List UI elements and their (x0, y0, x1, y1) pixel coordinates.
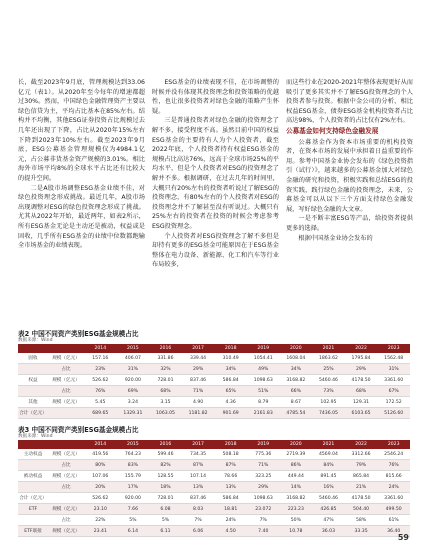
value-cell: 24% (377, 482, 410, 493)
group-cell (18, 364, 48, 375)
value-cell: 689.65 (84, 408, 117, 419)
value-cell: 33.35 (345, 526, 378, 537)
metric-cell: 占比 (48, 460, 84, 471)
table2-title: 表2 中国不同资产类别ESG基金规模占比 (18, 330, 139, 338)
value-cell: 69% (117, 386, 150, 397)
metric-cell: 规模（亿元） (48, 526, 84, 537)
group-cell: 被动权益 (18, 471, 48, 482)
value-cell: 449.44 (280, 471, 313, 482)
paragraph: 公募基金作为资本市场重要的机构投资者，在资本市场的发展中承担着日益重要的作用。参考中国基金业协会发布的《绿色投资指引（试行）》，越来越多的公募基金加大对绿色金融的研究和投资，积极实践和总结ESG的投资实践，践行绿色金融的投资理念，未来，公募基金可以从以下三个方面支持绿色金融发展，写好绿色金融的大文章。 (286, 138, 413, 213)
value-cell: 18.81 (214, 504, 247, 515)
value-cell: 3.24 (117, 397, 150, 408)
value-cell: 323.25 (247, 471, 280, 482)
value-cell: 31% (377, 364, 410, 375)
table-row (18, 375, 410, 386)
value-cell: 837.46 (182, 493, 215, 504)
value-cell: 3168.82 (280, 375, 313, 386)
table3-source: 数据来源：Wind (18, 434, 53, 439)
value-cell: 2161.83 (247, 408, 280, 419)
value-cell: 3312.66 (345, 449, 378, 460)
metric-cell (48, 493, 84, 504)
value-cell: 23% (84, 364, 117, 375)
value-cell: 87% (182, 460, 215, 471)
year-header: 2016 (149, 440, 182, 449)
year-header: 2020 (280, 344, 313, 353)
value-cell: 1329.31 (117, 408, 150, 419)
value-cell: 499.50 (377, 504, 410, 515)
table-row (18, 449, 410, 460)
value-cell: 6.14 (117, 526, 150, 537)
value-cell: 18% (149, 482, 182, 493)
header-cell (18, 440, 48, 449)
value-cell: 3361.60 (377, 375, 410, 386)
table-row (18, 471, 410, 482)
group-cell (18, 460, 48, 471)
value-cell: 49% (247, 364, 280, 375)
value-cell: 83% (117, 460, 150, 471)
value-cell: 58% (345, 515, 378, 526)
value-cell: 728.01 (149, 375, 182, 386)
value-cell: 1562.48 (377, 353, 410, 364)
value-cell: 73% (312, 386, 345, 397)
value-cell: 6.06 (182, 526, 215, 537)
year-header: 2015 (117, 344, 150, 353)
table-row (18, 408, 410, 419)
group-cell: ETF (18, 504, 48, 515)
table-row (18, 386, 410, 397)
group-cell: 合计（亿元） (18, 408, 48, 419)
metric-cell: 规模（亿元） (48, 504, 84, 515)
value-cell: 36.40 (377, 526, 410, 537)
value-cell: 7% (247, 515, 280, 526)
value-cell: 51% (247, 386, 280, 397)
value-cell: 23.41 (84, 526, 117, 537)
value-cell: 504.40 (345, 504, 378, 515)
group-cell (18, 515, 48, 526)
value-cell: 586.84 (214, 493, 247, 504)
value-cell: 172.52 (377, 397, 410, 408)
value-cell: 5% (117, 515, 150, 526)
value-cell: 4.50 (214, 526, 247, 537)
paragraph: 三是普通投资者对绿色金融的投资理念了解不多，接受程度不高。虽然目前中国的权益ESG基金的主要持有人为个人投资者，截至2022年底，个人投资者持有权益ESG基金的规模占比高达76%，远高于全球市场25%的平均水平，但是个人投资者对ESG的投资理念了解并不多。根据调研，在过去几年的时间里，大概只有20%左右的投资者听说过了解ESG的投资理念，有80%左右的个人投资者对ESG的投资理念并不了解甚至没有听说过。大概只有25%左右的投资者在投资的时候会考虑参考ESG投资理念。 (152, 117, 279, 230)
text-column-2 (152, 78, 279, 270)
text-column-1 (18, 78, 145, 251)
value-cell: 7% (182, 515, 215, 526)
table-header-row (18, 440, 410, 449)
value-cell: 24% (214, 515, 247, 526)
year-header: 2021 (312, 440, 345, 449)
metric-cell: 占比 (48, 482, 84, 493)
value-cell: 331.86 (149, 353, 182, 364)
value-cell: 526.62 (84, 375, 117, 386)
table2 (18, 344, 410, 419)
value-cell: 61% (377, 515, 410, 526)
value-cell: 84% (312, 460, 345, 471)
value-cell: 34% (214, 364, 247, 375)
value-cell: 67% (377, 386, 410, 397)
value-cell: 128.55 (149, 471, 182, 482)
value-cell: 734.35 (182, 449, 215, 460)
table-row (18, 515, 410, 526)
value-cell: 865.84 (345, 471, 378, 482)
value-cell: 20% (84, 482, 117, 493)
value-cell: 310.49 (214, 353, 247, 364)
page-number: 59 (397, 533, 409, 542)
value-cell: 107.14 (182, 471, 215, 482)
metric-cell: 规模（亿元） (48, 375, 84, 386)
value-cell: 47% (312, 515, 345, 526)
table3 (18, 440, 410, 537)
group-cell: 主动权益 (18, 449, 48, 460)
value-cell: 6103.65 (345, 408, 378, 419)
group-cell: 合计（亿元） (18, 493, 48, 504)
year-header: 2023 (377, 440, 410, 449)
value-cell: 4178.50 (345, 375, 378, 386)
value-cell: 1608.04 (280, 353, 313, 364)
value-cell: 34% (280, 364, 313, 375)
metric-cell: 占比 (48, 515, 84, 526)
value-cell: 29% (182, 364, 215, 375)
paragraph: 而这些行业在2020-2021年整体表现更好从而吸引了更多其实并不了解ESG投资理念的个人投资者参与投资。根据中金公司的分析，相比权益ESG基金，债券ESG基金机构投资者占比高达98%，个人投资者的占比仅有2%左右。 (286, 79, 413, 125)
group-cell: ETF联接 (18, 526, 48, 537)
value-cell: 3.15 (149, 397, 182, 408)
table-row (18, 397, 410, 408)
value-cell: 76% (377, 460, 410, 471)
value-cell: 764.23 (117, 449, 150, 460)
value-cell: 21% (345, 482, 378, 493)
year-header: 2015 (117, 440, 150, 449)
table-row (18, 364, 410, 375)
value-cell: 775.36 (247, 449, 280, 460)
value-cell: 1054.41 (247, 353, 280, 364)
value-cell: 5% (149, 515, 182, 526)
header-cell (48, 440, 84, 449)
value-cell: 6.11 (149, 526, 182, 537)
value-cell: 79% (345, 460, 378, 471)
value-cell: 65% (214, 386, 247, 397)
paragraph: 长，截至2023年9月底，管理规模达到33.06亿元（表1）。从2020年至今每年的增速都超过30%。然而，中国绿色金融管理资产主要以绿色信贷为主，平均占比基本在85%左右。结构并不均衡，其他ESG证券投资占比规模过去几年还出现了下降，占比从2020年15%左右下降到2023年10%左右。截至2023年9月底，ESG公募基金管理规模仅为4984.1亿元，占公募非货基金资产规模的3.01%。相比海外市场平均8%的全球水平占比还有比较大的提升空间。 (18, 79, 145, 182)
metric-cell (48, 408, 84, 419)
header-cell (18, 344, 48, 353)
value-cell: 8.79 (247, 397, 280, 408)
group-cell: 其他 (18, 397, 48, 408)
paragraph: 二是A股市场调整ESG基金业绩不佳，对绿色投资理念形成挑战。最近几年，A股市场出现调整对ESG的绿色投资理念形成了挑战。尤其从2022年开始，最近两年，如表2所示，所有ESG基金无论是主动还是被动，权益或是固收，几乎所有ESG基金的业绩中位数都跑输全市场基金的业绩表现。 (18, 184, 145, 250)
value-cell: 508.18 (214, 449, 247, 460)
value-cell: 4.36 (214, 397, 247, 408)
year-header: 2022 (345, 440, 378, 449)
value-cell: 157.16 (84, 353, 117, 364)
value-cell: 1863.62 (312, 353, 345, 364)
table-row (18, 493, 410, 504)
header-cell (48, 344, 84, 353)
value-cell: 1063.05 (149, 408, 182, 419)
metric-cell: 占比 (48, 386, 84, 397)
value-cell: 23.072 (247, 504, 280, 515)
table3-title: 表3 中国不同资产类别ESG基金规模占比 (18, 426, 139, 434)
value-cell: 13% (214, 482, 247, 493)
value-cell: 76% (84, 386, 117, 397)
value-cell: 80% (84, 460, 117, 471)
value-cell: 3361.60 (377, 493, 410, 504)
table-row (18, 482, 410, 493)
value-cell: 68% (345, 386, 378, 397)
year-header: 2019 (247, 344, 280, 353)
value-cell: 1098.63 (247, 375, 280, 386)
table-row (18, 353, 410, 364)
year-header: 2021 (312, 344, 345, 353)
metric-cell: 规模（亿元） (48, 397, 84, 408)
value-cell: 339.44 (182, 353, 215, 364)
paragraph: ESG基金的业绩表现不佳，在市场调整的时候并没有体现其投资理念和投资策略的优越性，也让很多投资者对绿色金融的策略产生怀疑。 (152, 79, 279, 115)
value-cell: 8.67 (280, 397, 313, 408)
value-cell: 36.03 (312, 526, 345, 537)
value-cell: 16% (312, 482, 345, 493)
value-cell: 29% (345, 364, 378, 375)
value-cell: 5.45 (84, 397, 117, 408)
value-cell: 129.31 (345, 397, 378, 408)
year-header: 2023 (377, 344, 410, 353)
value-cell: 86% (280, 460, 313, 471)
metric-cell: 规模（亿元） (48, 449, 84, 460)
value-cell: 71% (247, 460, 280, 471)
value-cell: 102.95 (312, 397, 345, 408)
value-cell: 107.06 (84, 471, 117, 482)
year-header: 2018 (214, 344, 247, 353)
value-cell: 82% (149, 460, 182, 471)
value-cell: 5460.46 (312, 493, 345, 504)
value-cell: 1098.63 (247, 493, 280, 504)
paragraph: 一是不断丰富ESG等产品，给投资者提供更多的选择。 (286, 215, 413, 232)
value-cell: 68% (149, 386, 182, 397)
value-cell: 526.62 (84, 493, 117, 504)
year-header: 2020 (280, 440, 313, 449)
value-cell: 920.00 (117, 493, 150, 504)
paragraph: 个人投资者对ESG投资理念了解不多但是却持有更多的ESG基金可能原因在于ESG基金整体在电力设备、新能源、化工和汽车等行业布局较多， (152, 232, 279, 269)
value-cell: 22% (84, 515, 117, 526)
value-cell: 5460.46 (312, 375, 345, 386)
year-header: 2014 (84, 440, 117, 449)
value-cell: 13% (182, 482, 215, 493)
year-header: 2014 (84, 344, 117, 353)
value-cell: 1795.84 (345, 353, 378, 364)
section-heading: 公募基金如何支持绿色金融发展 (286, 126, 379, 135)
value-cell: 4178.50 (345, 493, 378, 504)
value-cell: 728.01 (149, 493, 182, 504)
group-cell: 权益 (18, 375, 48, 386)
value-cell: 2546.24 (377, 449, 410, 460)
year-header: 2022 (345, 344, 378, 353)
value-cell: 10.78 (280, 526, 313, 537)
value-cell: 25% (312, 364, 345, 375)
table2-source: 数据来源：Wind (18, 338, 53, 343)
value-cell: 50% (280, 515, 313, 526)
value-cell: 78.66 (214, 471, 247, 482)
table-row (18, 460, 410, 471)
value-cell: 14% (280, 482, 313, 493)
value-cell: 7436.05 (312, 408, 345, 419)
group-cell: 固收 (18, 353, 48, 364)
value-cell: 7.66 (117, 504, 150, 515)
value-cell: 419.56 (84, 449, 117, 460)
year-header: 2019 (247, 440, 280, 449)
group-cell (18, 386, 48, 397)
table-row (18, 526, 410, 537)
value-cell: 8.03 (182, 504, 215, 515)
group-cell (18, 482, 48, 493)
year-header: 2016 (149, 344, 182, 353)
value-cell: 406.07 (117, 353, 150, 364)
value-cell: 6.08 (149, 504, 182, 515)
value-cell: 1181.82 (182, 408, 215, 419)
value-cell: 4785.54 (280, 408, 313, 419)
value-cell: 7.40 (247, 526, 280, 537)
year-header: 2018 (214, 440, 247, 449)
metric-cell: 规模（亿元） (48, 353, 84, 364)
value-cell: 31% (117, 364, 150, 375)
text-column-3 (286, 78, 413, 243)
value-cell: 5126.60 (377, 408, 410, 419)
value-cell: 71% (182, 386, 215, 397)
value-cell: 66% (280, 386, 313, 397)
metric-cell: 占比 (48, 364, 84, 375)
table-row (18, 504, 410, 515)
value-cell: 426.85 (312, 504, 345, 515)
value-cell: 815.66 (377, 471, 410, 482)
year-header: 2017 (182, 440, 215, 449)
value-cell: 586.84 (214, 375, 247, 386)
value-cell: 837.46 (182, 375, 215, 386)
value-cell: 155.79 (117, 471, 150, 482)
value-cell: 920.00 (117, 375, 150, 386)
value-cell: 4.90 (182, 397, 215, 408)
value-cell: 32% (149, 364, 182, 375)
value-cell: 901.69 (214, 408, 247, 419)
value-cell: 23.10 (84, 504, 117, 515)
value-cell: 223.23 (280, 504, 313, 515)
table-header-row (18, 344, 410, 353)
value-cell: 891.45 (312, 471, 345, 482)
value-cell: 29% (247, 482, 280, 493)
paragraph: 根据中国基金业协会发布的 (298, 234, 373, 242)
value-cell: 87% (214, 460, 247, 471)
value-cell: 2719.39 (280, 449, 313, 460)
value-cell: 599.46 (149, 449, 182, 460)
year-header: 2017 (182, 344, 215, 353)
value-cell: 3168.82 (280, 493, 313, 504)
metric-cell: 规模（亿元） (48, 471, 84, 482)
value-cell: 17% (117, 482, 150, 493)
value-cell: 4569.04 (312, 449, 345, 460)
